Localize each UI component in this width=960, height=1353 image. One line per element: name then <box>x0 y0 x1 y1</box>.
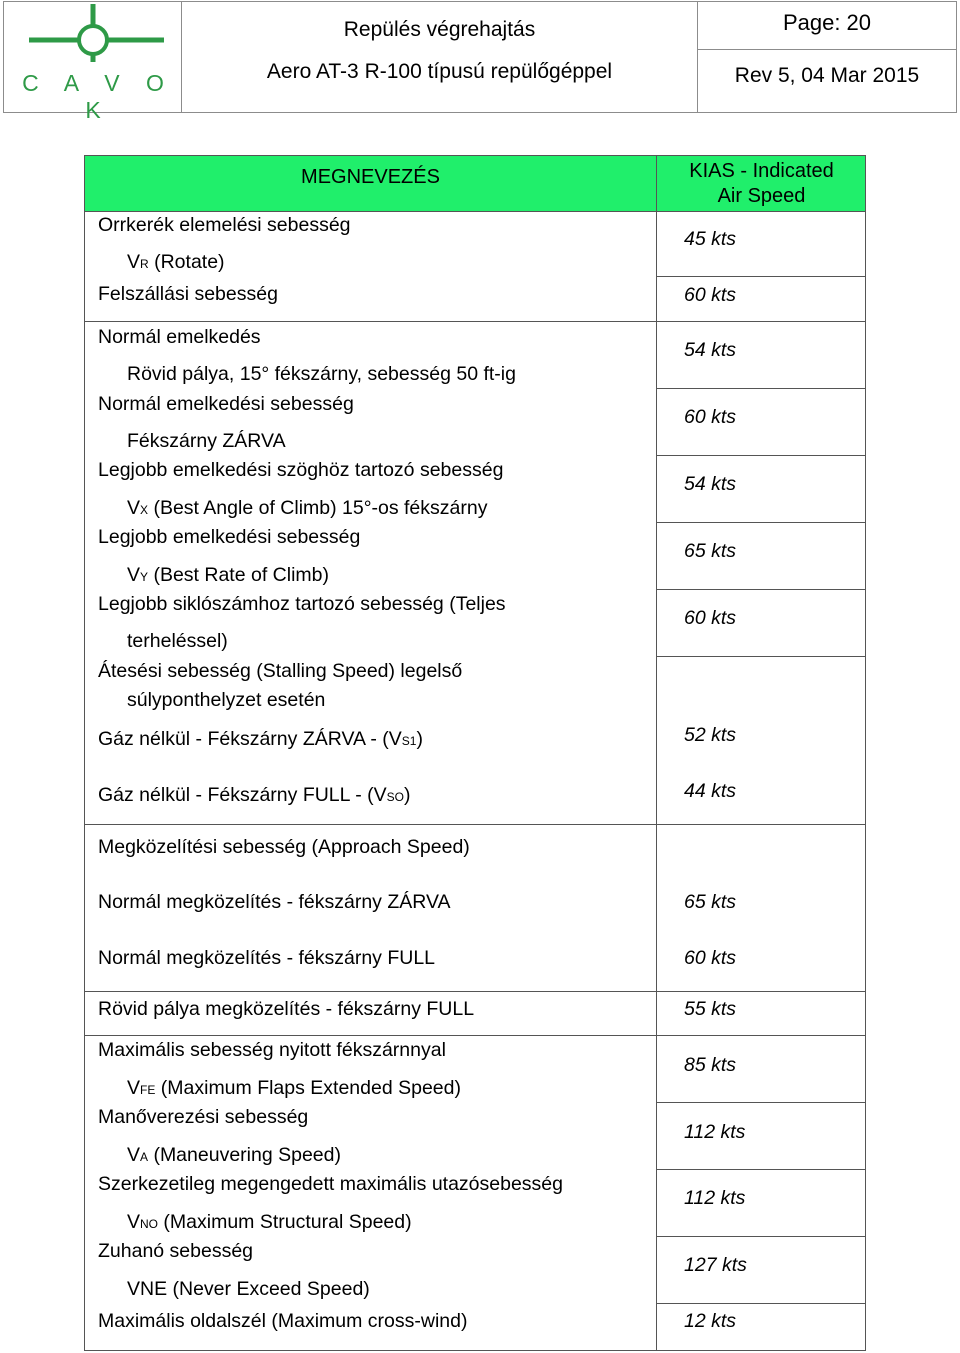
row-vno-label: VNO (Maximum Structural Speed) <box>127 1211 412 1233</box>
row-approach-flaps-up: Normál megközelítés - fékszárny ZÁRVA <box>98 891 451 913</box>
row-best-glide-cont: terheléssel) <box>127 630 228 652</box>
row-normal-climb-speed: Normál emelkedési sebesség <box>98 393 354 415</box>
page-header <box>3 1 957 123</box>
row-divider <box>84 824 866 825</box>
row-vso-label: Gáz nélkül - Fékszárny FULL - (VSO) <box>98 784 411 806</box>
row-short-approach: Rövid pálya megközelítés - fékszárny FULL <box>98 998 475 1020</box>
page-number-cell <box>698 2 956 50</box>
column-header-name-label: MEGNEVEZÉS <box>301 166 440 188</box>
row-divider <box>657 1236 866 1237</box>
column-divider <box>656 155 657 1351</box>
row-best-rate: Legjobb emelkedési sebesség <box>98 526 361 548</box>
row-vy-value: 65 kts <box>684 540 737 562</box>
row-vne-value: 127 kts <box>684 1254 747 1276</box>
row-va-value: 112 kts <box>684 1121 746 1143</box>
row-divider <box>657 1102 866 1103</box>
document-title <box>182 2 698 112</box>
row-vne-label: VNE (Never Exceed Speed) <box>127 1278 370 1300</box>
row-vx-value: 54 kts <box>684 473 737 495</box>
row-vs1-label: Gáz nélkül - Fékszárny ZÁRVA - (VS1) <box>98 728 423 750</box>
row-best-angle: Legjobb emelkedési szöghöz tartozó sebesség <box>98 459 504 481</box>
row-vno-value: 112 kts <box>684 1187 746 1209</box>
column-header-name <box>84 155 657 211</box>
row-divider <box>657 455 866 456</box>
row-maneuvering-speed: Manőverezési sebesség <box>98 1106 309 1128</box>
row-divider <box>657 656 866 657</box>
row-vr-label: VR (Rotate) <box>127 251 225 273</box>
revision: Rev 5, 04 Mar 2015 <box>734 64 920 87</box>
speed-table <box>84 155 866 1351</box>
row-vso-value: 44 kts <box>684 780 737 802</box>
row-stall-speed: Átesési sebesség (Stalling Speed) legelső <box>98 660 463 682</box>
row-divider <box>84 321 866 322</box>
row-approach-speed: Megközelítési sebesség (Approach Speed) <box>98 836 470 858</box>
row-flaps-up: Fékszárny ZÁRVA <box>127 430 286 452</box>
airplane-logo-icon <box>4 2 182 72</box>
row-takeoff-value: 60 kts <box>684 284 737 306</box>
row-divider <box>657 589 866 590</box>
subtitle: Aero AT-3 R-100 típusú repülőgéppel <box>266 60 613 83</box>
row-max-flaps-speed: Maximális sebesség nyitott fékszárnnyal <box>98 1039 446 1061</box>
row-va-label: VA (Maneuvering Speed) <box>127 1144 341 1166</box>
row-divider <box>657 388 866 389</box>
row-best-glide-value: 60 kts <box>684 607 737 629</box>
row-divider <box>657 1303 866 1304</box>
row-stall-cg: súlyponthelyzet esetén <box>127 689 326 711</box>
page-number: Page: 20 <box>782 10 872 35</box>
logo-text: C A V O K <box>22 70 174 123</box>
row-dive-speed: Zuhanó sebesség <box>98 1240 254 1262</box>
row-divider <box>657 1169 866 1170</box>
row-short-approach-value: 55 kts <box>684 998 737 1020</box>
row-best-glide: Legjobb siklószámhoz tartozó sebesség (Teljes <box>98 593 506 615</box>
row-normal-climb: Normál emelkedés <box>98 326 261 348</box>
column-header-kias <box>657 155 866 211</box>
row-vfe-label: VFE (Maximum Flaps Extended Speed) <box>127 1077 461 1099</box>
row-crosswind-value: 12 kts <box>684 1310 737 1332</box>
row-normal-climb-speed-value: 60 kts <box>684 406 737 428</box>
row-vx-label: VX (Best Angle of Climb) 15°-os fékszárny <box>127 497 488 519</box>
row-approach-flaps-up-value: 65 kts <box>684 891 737 913</box>
row-normal-climb-value: 54 kts <box>684 339 737 361</box>
row-divider <box>657 522 866 523</box>
row-divider <box>657 276 866 277</box>
title: Repülés végrehajtás <box>343 18 536 41</box>
column-header-kias-line2: Air Speed <box>717 185 806 207</box>
row-max-structural: Szerkezetileg megengedett maximális utazósebesség <box>98 1173 564 1195</box>
row-approach-flaps-full: Normál megközelítés - fékszárny FULL <box>98 947 436 969</box>
column-header-kias-line1: KIAS - Indicated <box>689 160 834 182</box>
row-nose-wheel-lift: Orrkerék elemelési sebesség <box>98 214 351 236</box>
row-divider <box>84 991 866 992</box>
row-approach-flaps-full-value: 60 kts <box>684 947 737 969</box>
logo <box>4 2 182 123</box>
row-vfe-value: 85 kts <box>684 1054 737 1076</box>
row-divider <box>84 211 866 212</box>
row-vs1-value: 52 kts <box>684 724 737 746</box>
row-max-crosswind: Maximális oldalszél (Maximum cross-wind) <box>98 1310 468 1332</box>
row-vr-value: 45 kts <box>684 228 737 250</box>
row-normal-climb-detail: Rövid pálya, 15° fékszárny, sebesség 50 ft-ig <box>127 363 516 385</box>
row-takeoff-speed: Felszállási sebesség <box>98 283 278 305</box>
row-divider <box>84 1035 866 1036</box>
revision-cell <box>698 50 956 112</box>
row-vy-label: VY (Best Rate of Climb) <box>127 564 329 586</box>
